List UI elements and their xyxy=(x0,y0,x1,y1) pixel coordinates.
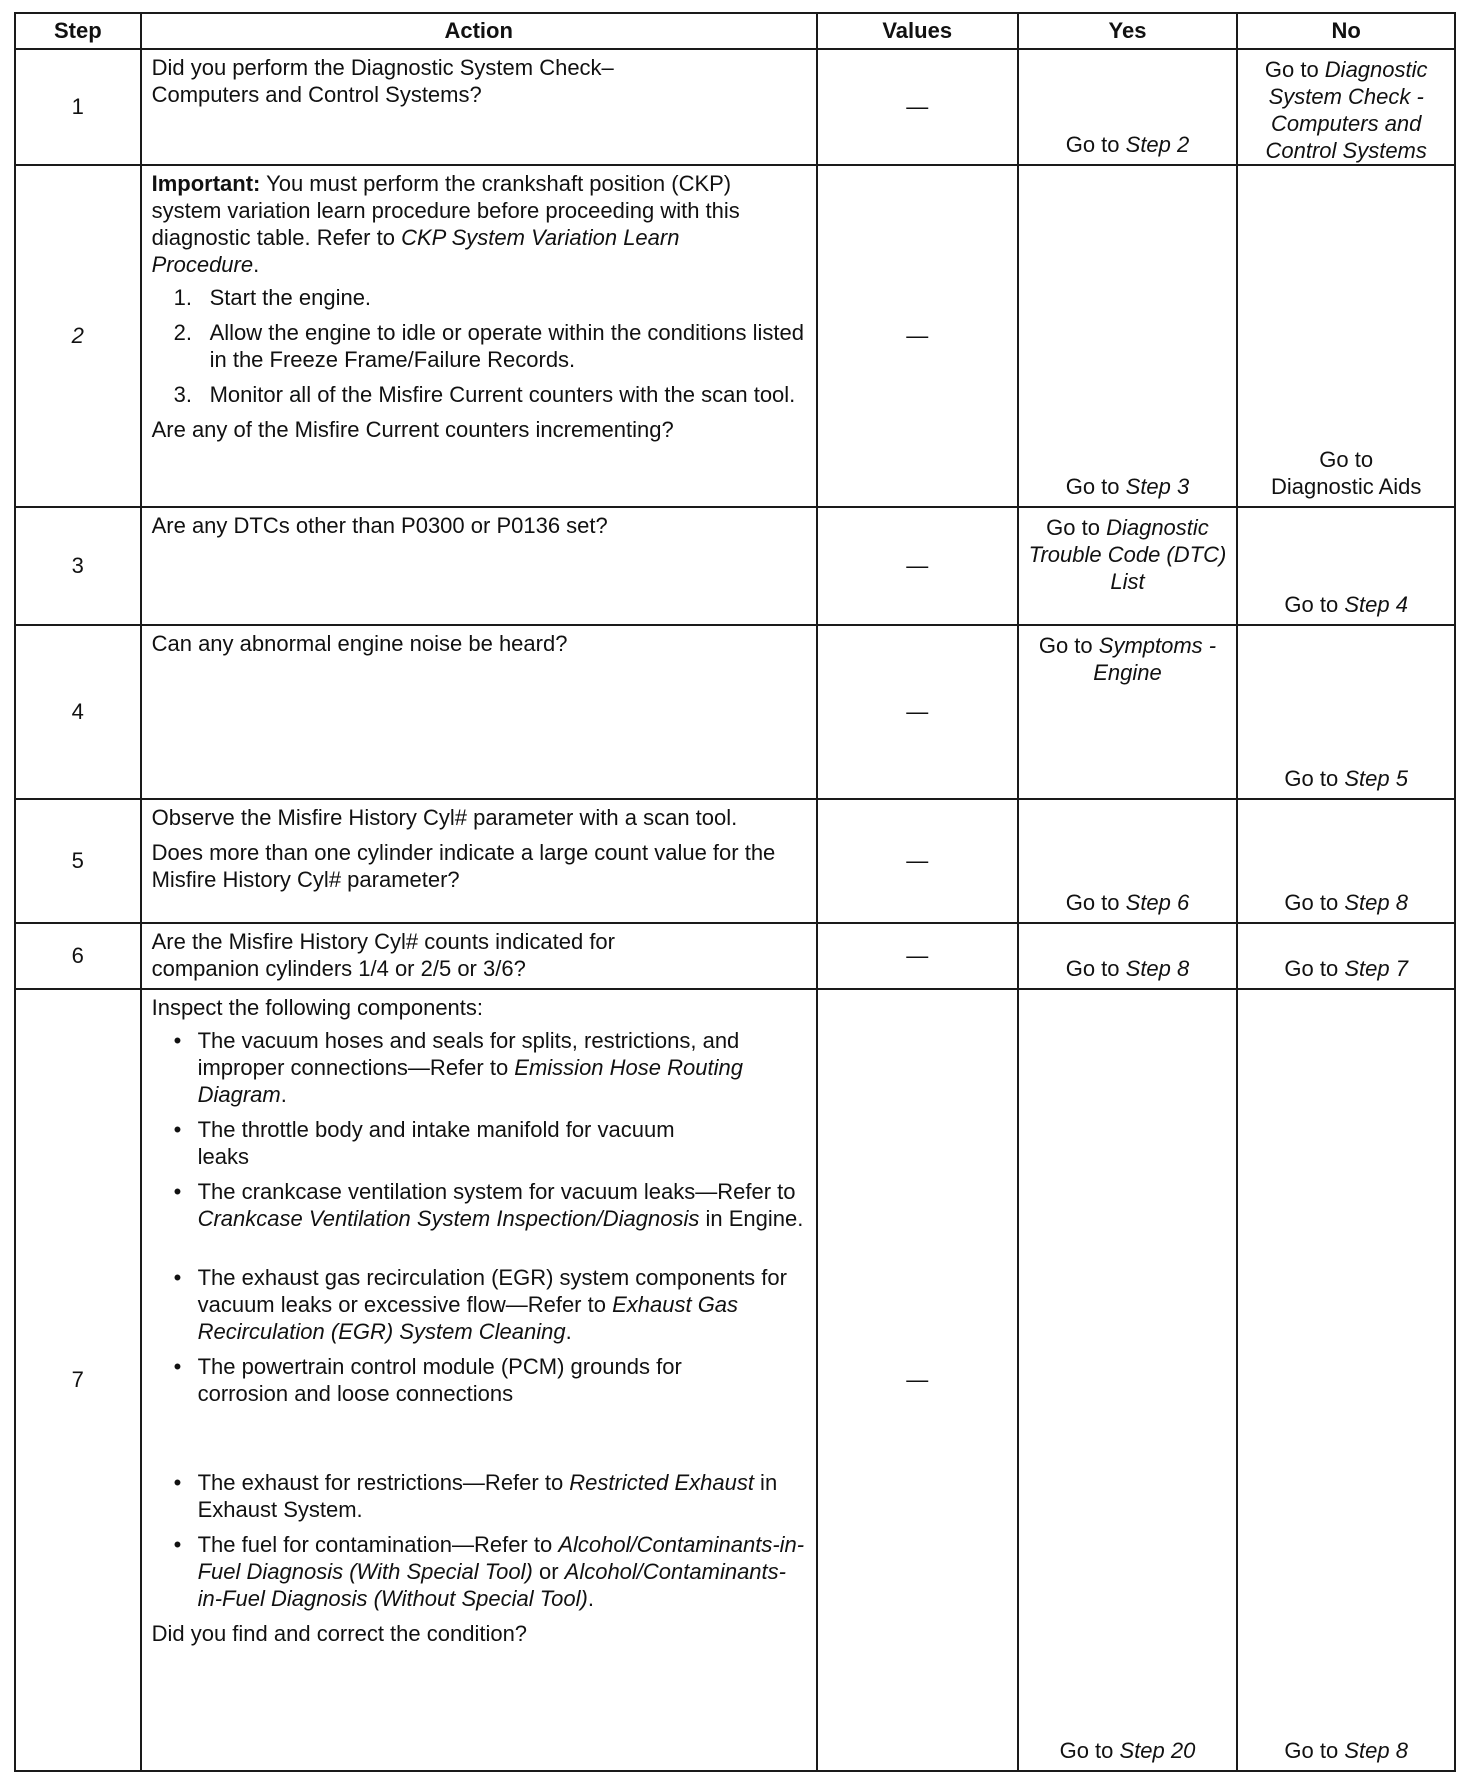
yes-prefix: Go to xyxy=(1065,956,1126,981)
bullet-icon: • xyxy=(173,1265,182,1290)
item-mid: or xyxy=(532,1559,565,1584)
item-text: The crankcase ventilation system for vacuum leaks—Refer to xyxy=(197,1179,796,1204)
yes-link[interactable]: Step 3 xyxy=(1125,474,1190,499)
action-cell xyxy=(141,989,817,1771)
yes-link[interactable]: Step 20 xyxy=(1119,1738,1196,1763)
yes-cell[interactable] xyxy=(1018,923,1238,989)
item-link[interactable]: Crankcase Ventilation System Inspection/Diagnosis xyxy=(197,1206,700,1231)
header-yes: Yes xyxy=(1018,13,1238,49)
header-values: Values xyxy=(817,13,1018,49)
action-cell xyxy=(141,923,817,989)
action-cell xyxy=(141,49,817,165)
yes-cell[interactable] xyxy=(1018,989,1238,1771)
step-number: 7 xyxy=(15,989,141,1771)
yes-cell[interactable] xyxy=(1018,165,1238,507)
yes-link[interactable]: Step 2 xyxy=(1125,132,1190,157)
header-action: Action xyxy=(141,13,817,49)
action-cell xyxy=(141,799,817,923)
item-end: . xyxy=(280,1082,287,1107)
no-prefix: Go to xyxy=(1284,592,1345,617)
list-item xyxy=(152,1353,806,1407)
no-link[interactable]: Diagnostic Aids xyxy=(1270,474,1422,499)
action-intro: Inspect the following components: xyxy=(151,995,484,1020)
values-cell: — xyxy=(817,49,1018,165)
step-number: 6 xyxy=(15,923,141,989)
action-text: Observe the Misfire History Cyl# parameter with a scan tool. xyxy=(151,805,738,830)
item-text: The vacuum hoses and seals for splits, restrictions, and improper connections—Refer to xyxy=(197,1028,740,1080)
values-cell: — xyxy=(817,625,1018,799)
yes-link[interactable]: Step 6 xyxy=(1125,890,1190,915)
item-link[interactable]: Restricted Exhaust xyxy=(569,1470,754,1495)
no-link[interactable]: Step 5 xyxy=(1344,766,1408,791)
action-text: Can any abnormal engine noise be heard? xyxy=(151,631,568,656)
bullet-icon: • xyxy=(173,1532,182,1557)
table-row-step-5 xyxy=(15,799,1455,923)
item-end: in Exhaust System. xyxy=(197,1470,778,1522)
item-text: Allow the engine to idle or operate within the conditions listed in the Freeze Frame/Failure Records. xyxy=(209,320,804,372)
item-number: 1. xyxy=(173,285,192,310)
header-step: Step xyxy=(15,13,141,49)
yes-cell[interactable] xyxy=(1018,625,1238,799)
table-row-step-1 xyxy=(15,49,1455,165)
no-cell[interactable] xyxy=(1237,989,1455,1771)
item-text: The exhaust gas recirculation (EGR) system components for vacuum leaks or excessive flow—Refer to xyxy=(197,1265,787,1317)
item-end: . xyxy=(565,1319,572,1344)
action-cell xyxy=(141,625,817,799)
no-prefix: Go to xyxy=(1264,57,1325,82)
step-number: 3 xyxy=(15,507,141,625)
bullet-icon: • xyxy=(173,1179,182,1204)
item-text: Monitor all of the Misfire Current counters with the scan tool. xyxy=(209,382,796,407)
values-cell: — xyxy=(817,165,1018,507)
item-link[interactable]: Emission Hose Routing Diagram xyxy=(197,1055,743,1107)
action-question: Did you find and correct the condition? xyxy=(151,1621,528,1646)
yes-link[interactable]: Step 8 xyxy=(1125,956,1190,981)
yes-prefix: Go to xyxy=(1065,132,1126,157)
list-item xyxy=(152,1469,806,1523)
item-text: The powertrain control module (PCM) grounds for corrosion and loose connections xyxy=(197,1354,682,1406)
bullet-icon: • xyxy=(173,1028,182,1053)
yes-prefix: Go to xyxy=(1046,515,1107,540)
item-link[interactable]: Exhaust Gas Recirculation (EGR) System Cleaning xyxy=(197,1292,739,1344)
values-cell: — xyxy=(817,507,1018,625)
important-note xyxy=(152,170,806,278)
bullet-icon: • xyxy=(173,1354,182,1379)
no-link[interactable]: Step 7 xyxy=(1344,956,1408,981)
action-question: Does more than one cylinder indicate a large count value for the Misfire History Cyl# parameter? xyxy=(151,840,776,892)
no-cell[interactable] xyxy=(1237,507,1455,625)
item-end: in Engine. xyxy=(699,1206,804,1231)
yes-prefix: Go to xyxy=(1065,890,1126,915)
procedure-list xyxy=(152,284,806,408)
list-item xyxy=(152,319,806,373)
list-item xyxy=(152,1531,806,1612)
no-line-1: Go to xyxy=(1319,447,1374,472)
yes-prefix: Go to xyxy=(1038,633,1099,658)
important-end: . xyxy=(253,252,260,277)
yes-prefix: Go to xyxy=(1065,474,1126,499)
inspection-list xyxy=(152,1027,806,1612)
item-text: The fuel for contamination—Refer to xyxy=(197,1532,559,1557)
action-cell xyxy=(141,507,817,625)
yes-cell[interactable] xyxy=(1018,49,1238,165)
item-end: . xyxy=(587,1586,594,1611)
action-cell xyxy=(141,165,817,507)
important-label: Important: xyxy=(151,171,261,196)
step-number: 4 xyxy=(15,625,141,799)
bullet-icon: • xyxy=(173,1470,182,1495)
table-row-step-4 xyxy=(15,625,1455,799)
header-row xyxy=(15,13,1455,49)
step-number: 2 xyxy=(15,165,141,507)
important-text: You must perform the crankshaft position (CKP) system variation learn procedure before proceeding with this diagnostic table. Refer to xyxy=(151,171,740,250)
action-text: Are the Misfire History Cyl# counts indicated for companion cylinders 1/4 or 2/5 or 3/6? xyxy=(151,929,615,981)
item-text: Start the engine. xyxy=(209,285,372,310)
item-link[interactable]: Alcohol/Contaminants-in-Fuel Diagnosis (With Special Tool) xyxy=(197,1532,805,1584)
yes-cell[interactable] xyxy=(1018,799,1238,923)
no-cell[interactable] xyxy=(1237,49,1455,165)
yes-cell[interactable] xyxy=(1018,507,1238,625)
item-text: The exhaust for restrictions—Refer to xyxy=(197,1470,570,1495)
item-number: 3. xyxy=(173,382,192,407)
yes-link[interactable]: Diagnostic Trouble Code (DTC) List xyxy=(1028,515,1227,594)
values-cell: — xyxy=(817,989,1018,1771)
no-cell[interactable] xyxy=(1237,923,1455,989)
item-text: The throttle body and intake manifold for vacuum leaks xyxy=(197,1117,675,1169)
no-cell[interactable] xyxy=(1237,799,1455,923)
step-number: 1 xyxy=(15,49,141,165)
diagnostic-table-page xyxy=(14,12,1456,1772)
item-number: 2. xyxy=(173,320,192,345)
table-row-step-3 xyxy=(15,507,1455,625)
item-link-2[interactable]: Alcohol/Contaminants-in-Fuel Diagnosis (Without Special Tool) xyxy=(197,1559,786,1611)
no-prefix: Go to xyxy=(1284,766,1345,791)
action-text: Did you perform the Diagnostic System Check–Computers and Control Systems? xyxy=(151,55,614,107)
yes-prefix: Go to xyxy=(1059,1738,1120,1763)
no-link[interactable]: Step 8 xyxy=(1344,890,1408,915)
important-link[interactable]: CKP System Variation Learn Procedure xyxy=(151,225,680,277)
no-cell[interactable] xyxy=(1237,165,1455,507)
yes-link[interactable]: Symptoms - Engine xyxy=(1093,633,1217,685)
no-prefix: Go to xyxy=(1284,956,1345,981)
list-item xyxy=(152,1264,806,1345)
diagnostic-table xyxy=(14,12,1456,1772)
list-item xyxy=(152,284,806,311)
values-cell: — xyxy=(817,799,1018,923)
no-cell[interactable] xyxy=(1237,625,1455,799)
step-number: 5 xyxy=(15,799,141,923)
no-prefix: Go to xyxy=(1284,1738,1345,1763)
list-item xyxy=(152,1116,806,1170)
list-item xyxy=(152,1027,806,1108)
table-row-step-7 xyxy=(15,989,1455,1771)
no-link[interactable]: Diagnostic System Check - Computers and Control Systems xyxy=(1265,57,1428,163)
values-cell: — xyxy=(817,923,1018,989)
table-row-step-6 xyxy=(15,923,1455,989)
no-link[interactable]: Step 4 xyxy=(1344,592,1408,617)
no-link[interactable]: Step 8 xyxy=(1344,1738,1408,1763)
table-row-step-2 xyxy=(15,165,1455,507)
header-no: No xyxy=(1237,13,1455,49)
no-prefix: Go to xyxy=(1284,890,1345,915)
list-item xyxy=(152,1178,806,1232)
bullet-icon: • xyxy=(173,1117,182,1142)
list-item xyxy=(152,381,806,408)
action-text: Are any DTCs other than P0300 or P0136 set? xyxy=(151,513,608,538)
action-question: Are any of the Misfire Current counters incrementing? xyxy=(151,417,674,442)
